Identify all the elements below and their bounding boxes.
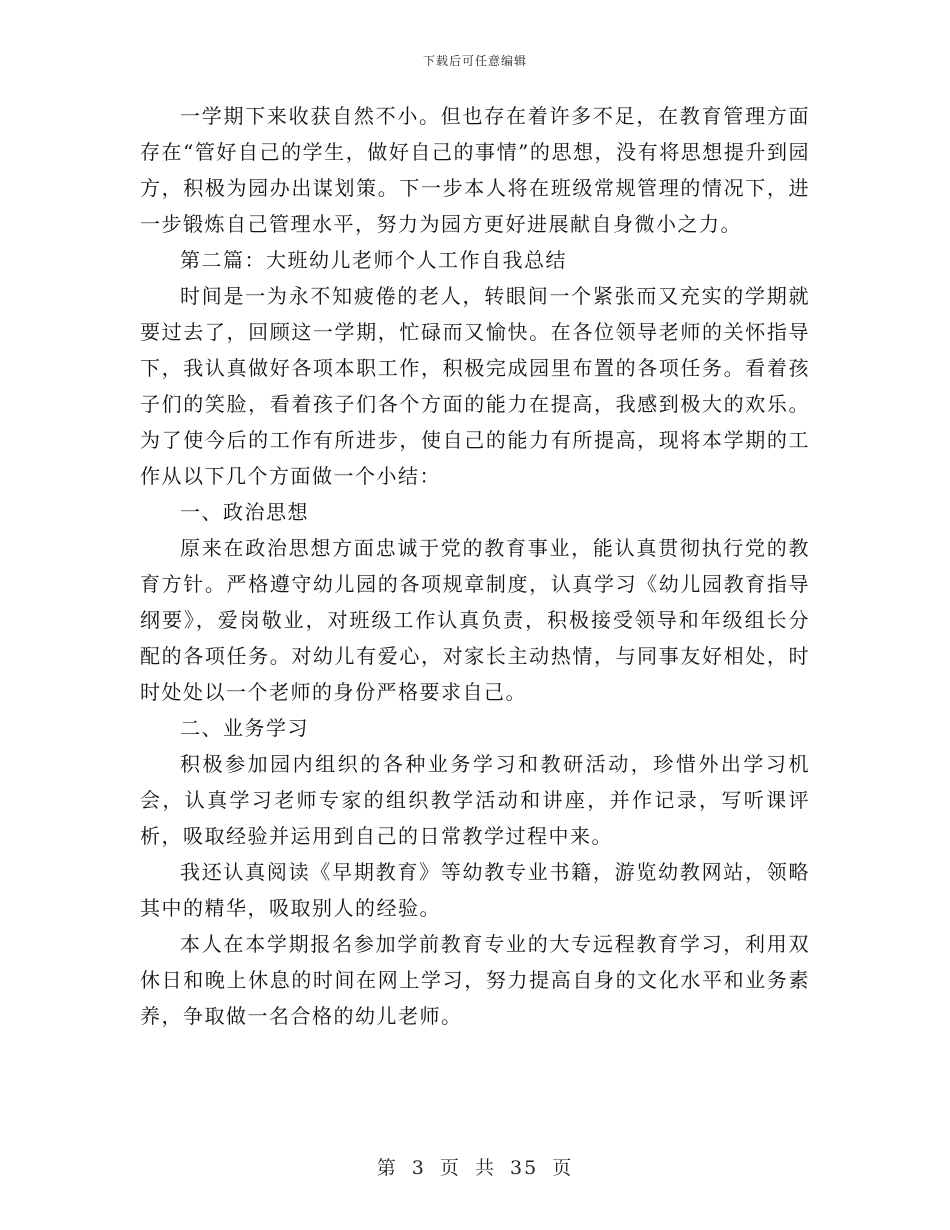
section-heading: 一、政治思想	[180, 500, 309, 524]
section-title: 第二篇：大班幼儿老师个人工作自我总结	[180, 248, 567, 272]
document-body	[140, 98, 810, 1034]
page-header: 下载后可任意编辑	[422, 54, 527, 68]
paragraph: 原来在政治思想方面忠诚于党的教育事业，能认真贯彻执行党的教育方针。严格遵守幼儿园的各项规章制度，认真学习《幼儿园教育指导纲要》，爱岗敬业，对班级工作认真负责，积极接受领导和年级组长分配的各项任务。对幼儿有爱心，对家长主动热情，与同事友好相处，时时处处以一个老师的身份严格要求自己。	[140, 536, 810, 704]
paragraph: 本人在本学期报名参加学前教育专业的大专远程教育学习，利用双休日和晚上休息的时间在网上学习，努力提高自身的文化水平和业务素养，争取做一名合格的幼儿老师。	[140, 932, 810, 1028]
section-heading: 二、业务学习	[180, 716, 309, 740]
paragraph: 一学期下来收获自然不小。但也存在着许多不足，在教育管理方面存在“管好自己的学生，做好自己的事情”的思想，没有将思想提升到园方，积极为园办出谋划策。下一步本人将在班级常规管理的情况下，进一步锻炼自己管理水平，努力为园方更好进展献自身微小之力。	[140, 104, 810, 236]
page-number: 第 3 页 共 35 页	[376, 1157, 574, 1179]
paragraph: 积极参加园内组织的各种业务学习和教研活动，珍惜外出学习机会，认真学习老师专家的组织教学活动和讲座，并作记录，写听课评析，吸取经验并运用到自己的日常教学过程中来。	[140, 752, 810, 848]
paragraph: 时间是一为永不知疲倦的老人，转眼间一个紧张而又充实的学期就要过去了，回顾这一学期，忙碌而又愉快。在各位领导老师的关怀指导下，我认真做好各项本职工作，积极完成园里布置的各项任务。看着孩子们的笑脸，看着孩子们各个方面的能力在提高，我感到极大的欢乐。为了使今后的工作有所进步，使自己的能力有所提高，现将本学期的工作从以下几个方面做一个小结：	[140, 284, 810, 488]
paragraph: 我还认真阅读《早期教育》等幼教专业书籍，游览幼教网站，领略其中的精华，吸取别人的经验。	[140, 860, 810, 920]
